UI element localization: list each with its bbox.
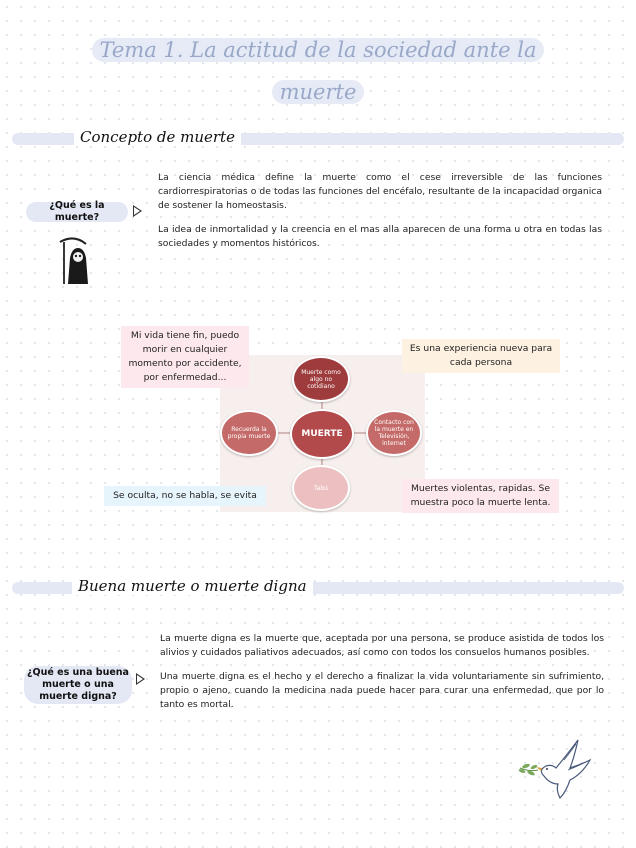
note-bottom-left: Se oculta, no se habla, se evita [104,486,266,506]
diagram-node-left: Recuerda la propia muerte [220,410,278,456]
diagram-node-right: Contacto con la muerte en Televisión, internet [366,410,422,456]
paragraph: La idea de inmortalidad y la creencia en el mas alla aparecen de una forma u otra en todas las sociedades y momentos históricos. [158,224,602,249]
paragraph: La muerte digna es la muerte que, aceptada por una persona, se produce asistida de todos los alivios y cuidados paliativos adecuados, así como con todos los consuelos humanos posibles. [160,633,604,658]
question-pill: ¿Qué es una buena muerte o una muerte digna? [24,666,132,704]
section-heading-buena-muerte: Buena muerte o muerte digna [72,577,313,595]
question-pill: ¿Qué es la muerte? [26,202,128,222]
page-title-line2: muerte [272,80,365,104]
section2-text [160,632,604,722]
note-top-right: Es una experiencia nueva para cada persona [402,339,560,373]
arrow-right-icon [133,205,142,217]
note-top-left: Mi vida tiene fin, puedo morir en cualquier momento por accidente, por enfermedad... [121,326,249,388]
diagram-node-bottom: Tabú [292,465,350,511]
diagram-node-top: Muerte como algo no cotidiano [292,356,350,402]
page-title-continued [0,80,636,104]
section-heading-concepto: Concepto de muerte [74,128,241,146]
section1-text [158,171,602,261]
grim-reaper-icon [56,236,92,286]
page-title-line1: Tema 1. La actitud de la sociedad ante la [92,38,545,62]
note-bottom-right: Muertes violentas, rapidas. Se muestra poco la muerte lenta. [402,479,559,513]
dove-icon [516,736,596,804]
paragraph: Una muerte digna es el hecho y el derecho a finalizar la vida voluntariamente sin sufrimiento, propio o ajeno, cuando la medicina nada puede hacer para curar una enfermedad, que por lo tanto es mortal. [160,671,604,710]
diagram-node-center: MUERTE [290,409,354,459]
arrow-right-icon [136,673,145,685]
paragraph: La ciencia médica define la muerte como el cese irreversible de las funciones cardiorrespiratorias o de todas las funciones del encéfalo, resultante de la incapacidad organica de sostener la homeostasis. [158,172,602,211]
page-title [0,38,636,62]
